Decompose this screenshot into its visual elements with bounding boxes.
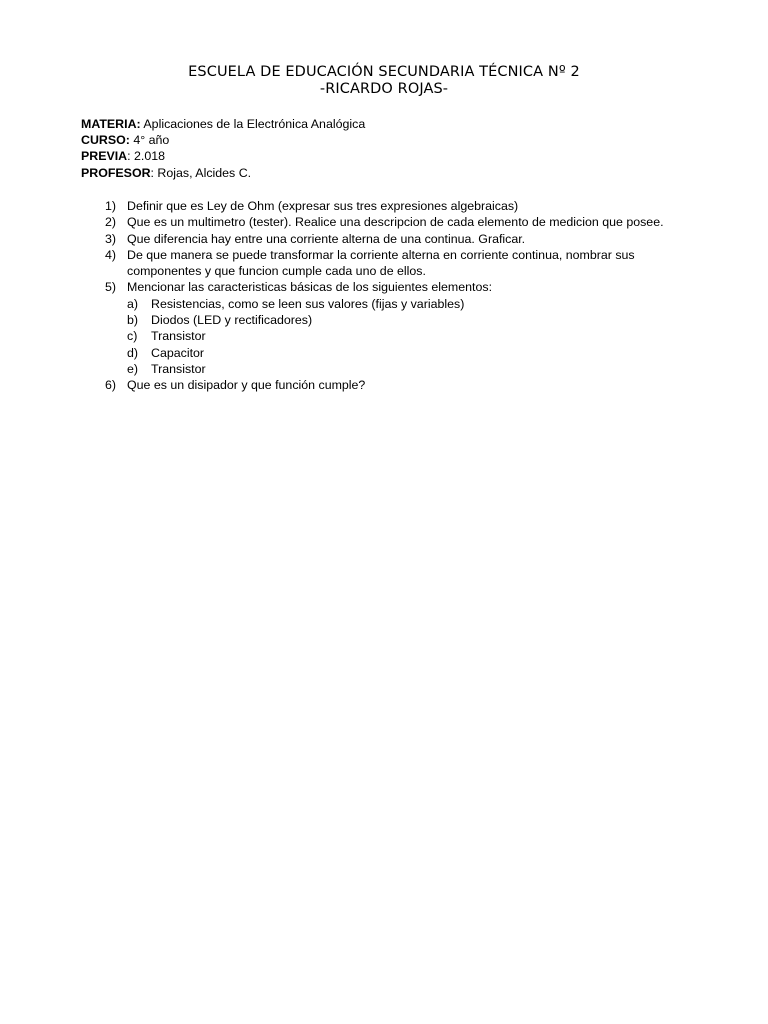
profesor-row: [81, 165, 365, 181]
question-number: 1): [105, 199, 117, 213]
question-item: [81, 231, 701, 247]
question-text: Que es un multimetro (tester). Realice una descripcion de cada elemento de medicion que posee.: [127, 215, 664, 230]
question-text: De que manera se puede transformar la corriente alterna en corriente continua, nombrar sus componentes y que funcion cumple cada uno de ellos.: [127, 247, 635, 279]
materia-value: Aplicaciones de la Electrónica Analógica: [140, 117, 366, 131]
sub-item-letter: b): [127, 313, 139, 328]
materia-row: [81, 116, 365, 132]
sub-item: [81, 312, 701, 328]
question-item: [81, 279, 701, 295]
sub-item: [81, 361, 701, 377]
sub-item: [81, 345, 701, 361]
sub-item-letter: a): [127, 296, 139, 311]
question-number: 4): [105, 247, 117, 262]
school-name: ESCUELA DE EDUCACIÓN SECUNDARIA TÉCNICA Nº 2: [188, 64, 580, 80]
curso-value: 4° año: [129, 133, 170, 148]
question-number: 2): [105, 215, 117, 230]
question-number: 3): [105, 231, 117, 246]
question-item: [81, 198, 701, 214]
previa-label: PREVIA: [81, 149, 128, 164]
sub-item-list: [81, 296, 701, 377]
sub-item: [81, 296, 701, 312]
question-list: [81, 198, 701, 394]
profesor-label: PROFESOR: [81, 165, 151, 180]
question-text: Definir que es Ley de Ohm (expresar sus tres expresiones algebraicas): [127, 199, 519, 213]
question-text: Mencionar las caracteristicas básicas de los siguientes elementos:: [127, 280, 493, 295]
curso-label: CURSO:: [81, 133, 130, 148]
course-info: [81, 116, 365, 181]
curso-row: [81, 132, 365, 148]
sub-item: [81, 328, 701, 344]
sub-item-letter: c): [127, 329, 138, 344]
sub-item-text: Diodos (LED y rectificadores): [151, 313, 313, 328]
sub-item-letter: e): [127, 361, 139, 376]
sub-item-letter: d): [127, 345, 139, 360]
question-number: 6): [105, 378, 117, 393]
profesor-value: : Rojas, Alcides C.: [150, 165, 252, 180]
question-item: [81, 377, 701, 393]
question-item: [81, 214, 701, 230]
sub-item-text: Capacitor: [151, 345, 205, 360]
materia-label: MATERIA:: [81, 117, 141, 131]
document-title: [0, 64, 768, 98]
school-subtitle: -RICARDO ROJAS-: [319, 81, 449, 97]
sub-item-text: Resistencias, como se leen sus valores (fijas y variables): [151, 296, 465, 311]
previa-row: [81, 148, 365, 164]
sub-item-text: Transistor: [151, 329, 206, 344]
previa-value: : 2.018: [127, 149, 166, 164]
question-number: 5): [105, 280, 117, 295]
sub-item-text: Transistor: [151, 361, 206, 376]
question-text: Que es un disipador y que función cumple?: [127, 378, 366, 393]
question-text: Que diferencia hay entre una corriente alterna de una continua. Graficar.: [127, 231, 526, 246]
question-item: [81, 247, 701, 280]
